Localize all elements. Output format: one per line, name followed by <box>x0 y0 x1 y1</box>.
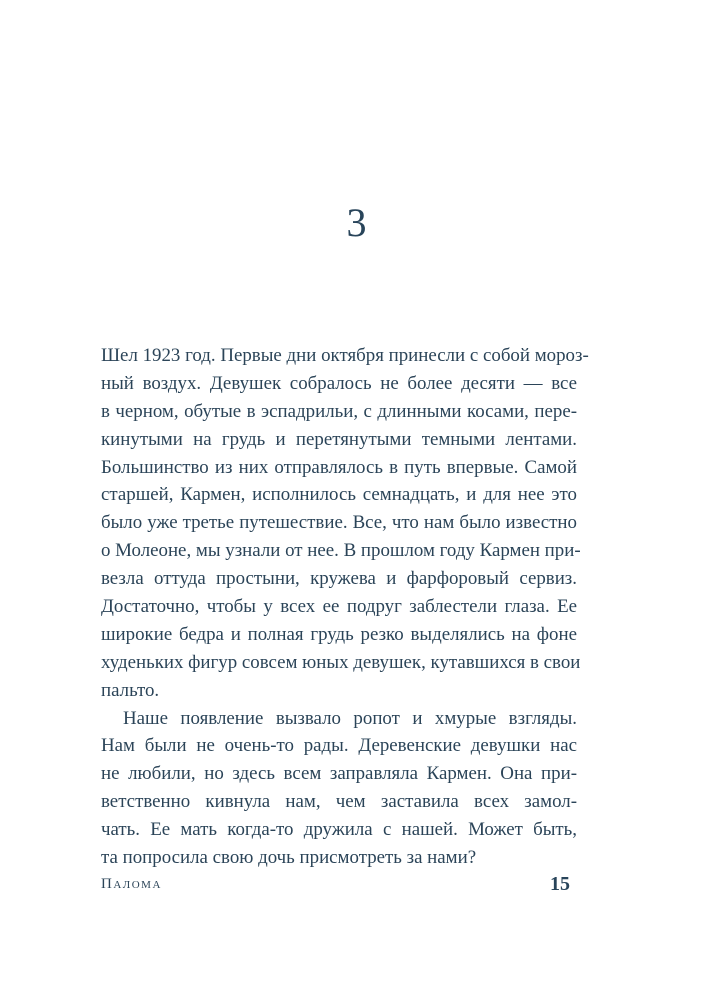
text-line: везла оттуда простыни, кружева и фарфоровый сервиз. <box>101 568 577 590</box>
text-line: Большинство из них отправлялось в путь впервые. Самой <box>101 456 577 478</box>
text-line: Шел 1923 год. Первые дни октября принесли с собой мороз- <box>101 345 589 366</box>
text-line: чать. Ее мать когда-то дружила с нашей. Может быть, <box>101 819 577 841</box>
text-line: Достаточно, чтобы у всех ее подруг заблестели глаза. Ее <box>101 596 577 618</box>
body-text <box>101 342 589 872</box>
text-line: ный воздух. Девушек собралось не более десяти — все <box>101 372 577 394</box>
text-line: о Молеоне, мы узнали от нее. В прошлом году Кармен при- <box>101 540 581 562</box>
running-head: Палома <box>101 876 162 892</box>
chapter-number: 3 <box>346 200 367 245</box>
text-line: худеньких фигур совсем юных девушек, кутавшихся в свои <box>101 651 581 673</box>
page-footer <box>101 873 570 900</box>
text-line: ветственно кивнула нам, чем заставила всех замол- <box>101 791 577 813</box>
text-line: пальто. <box>101 679 160 701</box>
text-line: Наше появление вызвало ропот и хмурые взгляды. <box>123 707 577 729</box>
text-line: та попросила свою дочь присмотреть за нами? <box>101 847 477 869</box>
text-line: широкие бедра и полная грудь резко выделялись на фоне <box>101 623 577 645</box>
text-line: не любили, но здесь всем заправляла Кармен. Она при- <box>101 763 577 785</box>
text-line: в черном, обутые в эспадрильи, с длинными косами, пере- <box>101 400 577 422</box>
text-line: кинутыми на грудь и перетянутыми темными лентами. <box>101 428 577 450</box>
text-line: было уже третье путешествие. Все, что нам было известно <box>101 512 577 534</box>
text-line: старшей, Кармен, исполнилось семнадцать, и для нее это <box>101 484 577 506</box>
page-number: 15 <box>550 873 570 895</box>
text-line: Нам были не очень-то рады. Деревенские девушки нас <box>101 735 577 757</box>
